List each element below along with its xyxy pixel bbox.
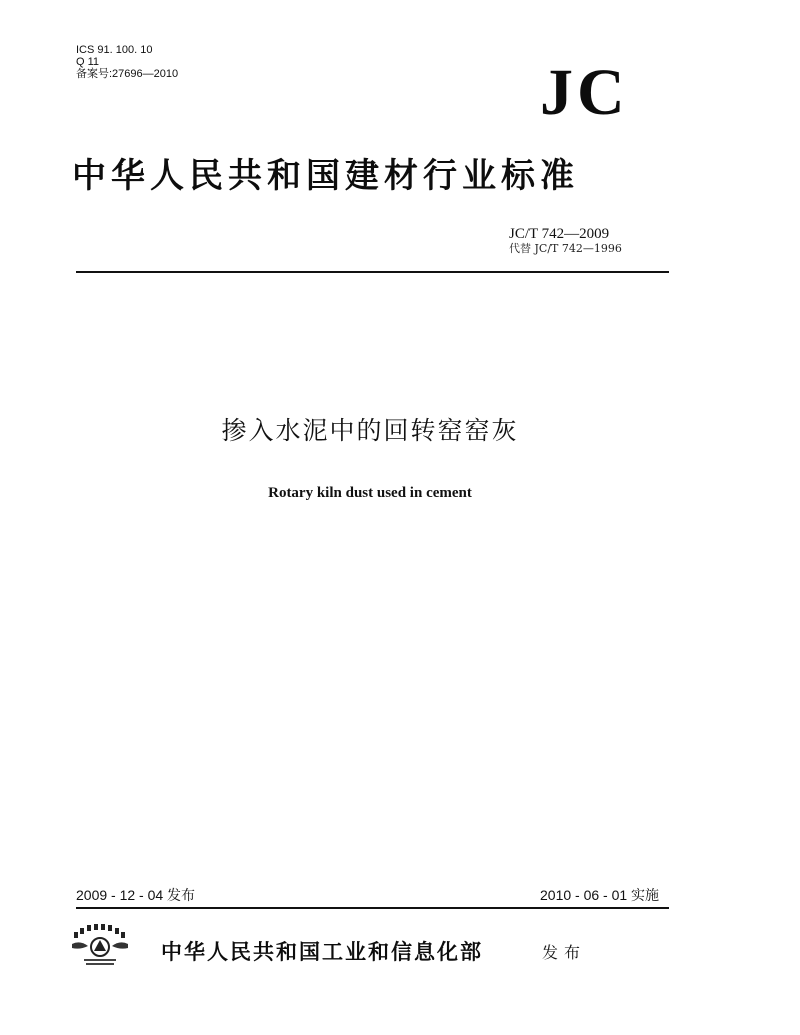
document-title-en: Rotary kiln dust used in cement	[268, 485, 472, 501]
standard-number: JC/T 742—2009	[509, 226, 610, 242]
document-title-cn: 掺入水泥中的回转窑窑灰	[221, 416, 519, 445]
issuing-authority: 中华人民共和国工业和信息化部	[161, 939, 483, 964]
classification-codes	[76, 44, 178, 80]
ministry-emblem-icon	[66, 922, 138, 970]
ics-code: ICS 91. 100. 10	[76, 44, 153, 56]
top-divider	[76, 271, 669, 273]
issue-date: 2009 - 12 - 04 发布	[76, 887, 196, 903]
jc-logo: JC	[540, 56, 629, 129]
bottom-divider	[76, 907, 669, 909]
ccs-code: Q 11	[76, 56, 100, 68]
replaced-standard: 代替 JC/T 742—1996	[509, 242, 622, 255]
standard-category: 中华人民共和国建材行业标准	[72, 156, 579, 196]
filing-number: 备案号:27696—2010	[76, 68, 179, 80]
issuer-suffix: 发布	[542, 943, 587, 962]
implementation-date: 2010 - 06 - 01 实施	[540, 887, 660, 903]
